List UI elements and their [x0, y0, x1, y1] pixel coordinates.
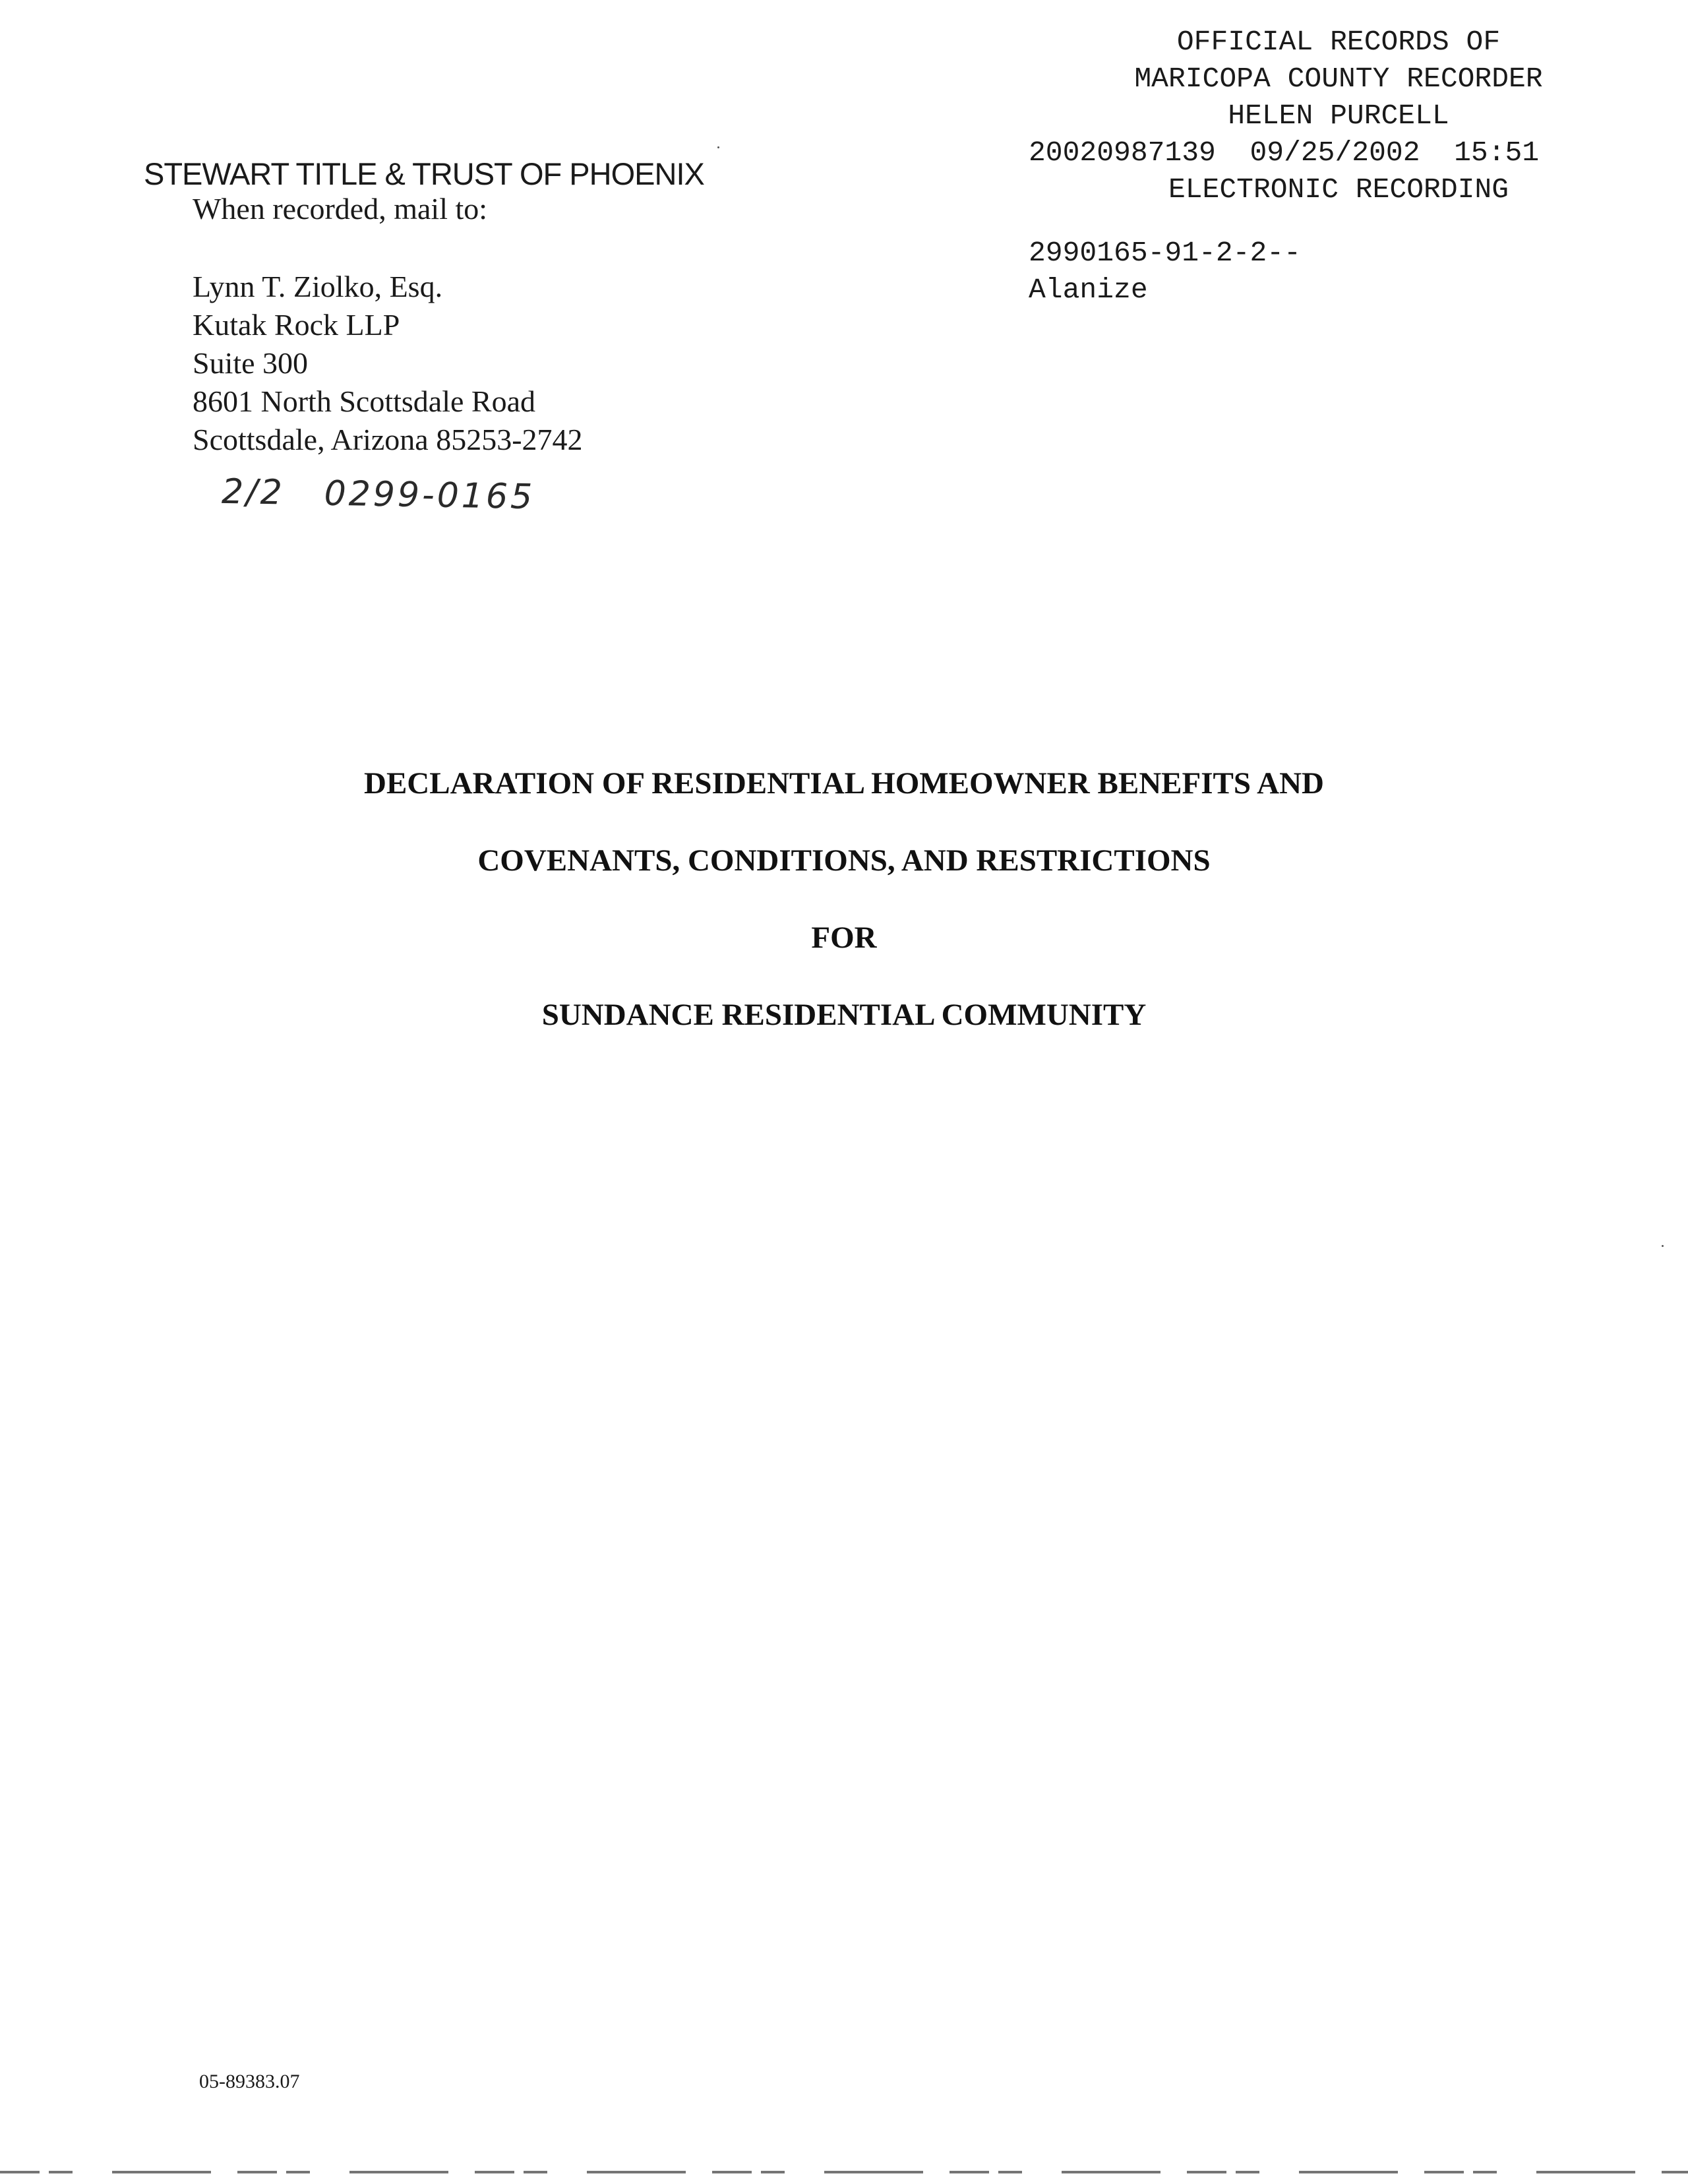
title-line-3: FOR — [811, 921, 877, 955]
footer-doc-number: 05-89383.07 — [199, 2071, 300, 2092]
record-number: 20020987139 — [1029, 136, 1216, 169]
record-date: 09/25/2002 — [1250, 136, 1420, 169]
handwritten-fraction: 2/2 — [221, 471, 286, 513]
recording-info — [1029, 135, 1648, 171]
mailing-address — [193, 268, 583, 459]
handwritten-number: 0299-0165 — [324, 473, 535, 518]
title-line-2: COVENANTS, CONDITIONS, AND RESTRICTIONS — [477, 843, 1211, 878]
handwritten-note — [222, 472, 535, 517]
scan-edge-line — [0, 2171, 1688, 2173]
title-line-4: SUNDANCE RESIDENTIAL COMMUNITY — [541, 998, 1147, 1032]
recorder-reference: 2990165-91-2-2-- — [1029, 237, 1301, 269]
document-title — [0, 757, 1688, 1066]
scan-speck — [717, 146, 719, 148]
recorder-stamp — [1029, 24, 1648, 309]
record-time: 15:51 — [1454, 136, 1540, 169]
address-firm: Kutak Rock LLP — [193, 308, 400, 342]
address-street: 8601 North Scottsdale Road — [193, 384, 535, 418]
title-company: STEWART TITLE & TRUST OF PHOENIX — [144, 156, 704, 191]
scan-speck — [1662, 1245, 1664, 1247]
address-city-state-zip: Scottsdale, Arizona 85253-2742 — [193, 423, 583, 456]
recorder-clerk: Alanize — [1029, 274, 1148, 306]
address-suite: Suite 300 — [193, 346, 309, 380]
address-name: Lynn T. Ziolko, Esq. — [193, 270, 443, 303]
title-line-1: DECLARATION OF RESIDENTIAL HOMEOWNER BENEFITS AND — [364, 766, 1324, 801]
recorder-line-5: ELECTRONIC RECORDING — [1168, 173, 1509, 206]
mail-to-label: When recorded, mail to: — [193, 192, 488, 226]
recorder-line-2: MARICOPA COUNTY RECORDER — [1134, 63, 1543, 95]
recorder-line-1: OFFICIAL RECORDS OF — [1176, 26, 1501, 58]
recorder-line-3: HELEN PURCELL — [1228, 100, 1449, 132]
